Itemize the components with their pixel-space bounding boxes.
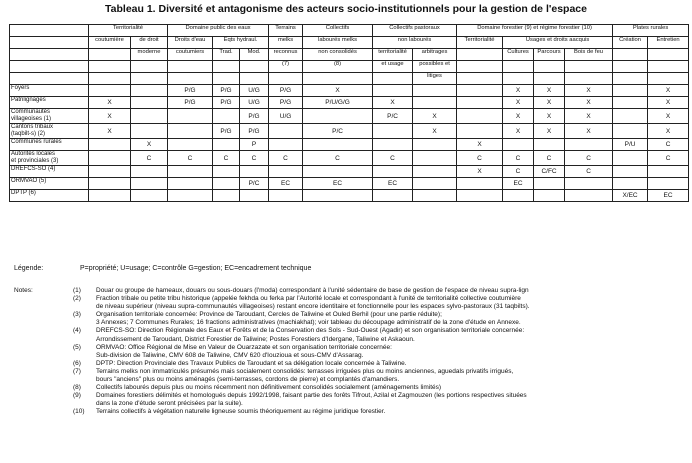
note-line: Terrains melks non immatriculés présumés mais socialement consolidés: terrasses irriguées plus ou moins anciennes, aguedals privatifs irrigués, [96,367,514,375]
table-cell: P [240,139,269,151]
table-cell [303,166,373,178]
table-cell: X [534,97,565,109]
notes-list [14,287,684,417]
table-cell [131,124,168,139]
header-non-consolides: non consolidés [303,49,373,61]
table-cell: C [503,166,534,178]
table-cell: P/G [269,97,303,109]
note-item [14,392,684,408]
table-cell [213,139,240,151]
table-cell: P/G [213,85,240,97]
table-cell [457,190,503,202]
table-cell: P/G [213,97,240,109]
table-cell [303,139,373,151]
header-row-2 [10,37,689,49]
table-cell [269,166,303,178]
table-cell: U/G [240,85,269,97]
header-row-5 [10,73,689,85]
table-cell [457,109,503,124]
table-row [10,124,689,139]
table-cell [303,109,373,124]
row-label-line: Foyers [11,85,30,91]
table-cell [613,124,648,139]
table-cell: X [89,97,131,109]
note-line: 3 Annexes; 7 Communes Rurales; 16 fractions administratives (machiakhat); voir tableau du découpage administratif de la zone d'étude en Annexe. [96,319,521,327]
table-cell [373,139,413,151]
table-cell [413,166,457,178]
header-non-consolides-num: (8) [303,61,373,73]
note-number: (10) [73,408,85,416]
header-litiges: litiges [413,73,457,85]
table-cell [131,85,168,97]
header-moderne: moderne [131,49,168,61]
table-cell [168,124,213,139]
row-label-line: ORMVAO (5) [11,178,47,184]
table-cell: X [648,85,689,97]
row-label-line: Cantons tribaux [11,124,54,130]
table-cell [89,178,131,190]
header-territorialite-usage: territorialité [373,49,413,61]
table-cell: EC [373,178,413,190]
table-cell: C [534,151,565,166]
note-number: (9) [73,392,81,400]
header-terrains: Terrains [269,25,303,37]
table-row [10,97,689,109]
table-cell: EC [303,178,373,190]
legend-label: Légende: [14,265,44,272]
table-cell [213,190,240,202]
table-cell: X [503,97,534,109]
table-cell [534,190,565,202]
table-cell: C [269,151,303,166]
table-cell [168,178,213,190]
table-cell [269,139,303,151]
table-cell [457,124,503,139]
note-line: Terrains collectifs à végétation naturelle ligneuse soumis théoriquement au régime juridique forestier. [96,408,386,416]
header-plates-rurales: Plates rurales [613,25,689,37]
table-cell [413,178,457,190]
table-cell [131,190,168,202]
table-cell: X [503,85,534,97]
table-cell [613,178,648,190]
table-cell: P/C [303,124,373,139]
notes-label: Notes: [14,287,33,294]
table-cell: C [565,151,613,166]
legend-text: P=propriété; U=usage; C=contrôle G=gestion; EC=encadrement technique [80,265,312,272]
row-label [10,151,89,166]
note-line: DPTP: Direction Provinciale des Travaux Publics de Taroudant et sa délégation locale concernée à Taliwine. [96,359,407,367]
header-creation: Création [613,37,648,49]
page-title: Tableau 1. Diversité et antagonisme des acteurs socio-institutionnels pour la gestion de l'espace [105,3,587,15]
header-melks: melks [269,37,303,49]
note-item [14,368,684,384]
note-line: Sub-division de Taliwine, CMV 608 de Taliwine, CMV 620 d'Iouzioua et sous-CMV d'Assarag. [96,351,364,359]
row-label-line: DREFCS-SO (4) [11,166,56,172]
table-cell [413,85,457,97]
table-cell [503,190,534,202]
note-number: (5) [73,343,81,351]
header-possibles: possibles et [413,61,457,73]
table-cell [457,85,503,97]
table-cell [648,166,689,178]
table-cell: X [131,139,168,151]
table-cell: C [373,151,413,166]
table-cell [503,139,534,151]
table-cell [457,97,503,109]
table-cell [413,139,457,151]
note-number: (6) [73,359,81,367]
table-cell [89,151,131,166]
note-line: DREFCS-SO: Direction Régionale des Eaux et Forêts et de la Conservation des Sols - Sud-Ouest (Agadir) et son organisation territoriale concernée: [96,327,525,335]
table-row [10,151,689,166]
row-label [10,97,89,109]
note-line: Fraction tribale ou petite tribu historique (appelée fekhda ou ferka par l'Autorité locale et correspondant à l'unité de territorialité collective coutumière [96,295,521,303]
table-cell [413,190,457,202]
note-number: (8) [73,384,81,392]
table-cell [131,166,168,178]
header-coutumiers: coutumiers [168,49,213,61]
header-collectifs-labours: Collectifs [303,25,373,37]
table-cell: EC [648,190,689,202]
table-cell: X [457,139,503,151]
table-cell: C [131,151,168,166]
note-item [14,311,684,327]
table-cell: X [503,124,534,139]
note-number: (2) [73,295,81,303]
table-cell [240,166,269,178]
table-cell [565,178,613,190]
table-cell: X [565,85,613,97]
table-cell: P/G [168,85,213,97]
table-cell: C [565,166,613,178]
table-cell: P/G [269,85,303,97]
table-cell: P/C [240,178,269,190]
table-cell [413,97,457,109]
note-line: Douar ou groupe de hameaux, douars ou sous-douars (l'moda) correspondant à l'unité sédentaire de base de gestion de l'espace de niveau supra-lign [96,287,529,294]
table-cell: X [457,166,503,178]
table-cell: C [168,151,213,166]
note-item [14,295,684,311]
table-cell: X [648,109,689,124]
table-cell [168,109,213,124]
row-label-line: Communes rurales [11,139,62,145]
table-cell: C [240,151,269,166]
table-cell: X [89,124,131,139]
note-item [14,287,684,295]
header-bois-feu: Bois de feu [565,49,613,61]
table-cell [565,190,613,202]
notes [14,287,684,417]
table-cell: C/FC [534,166,565,178]
header-cultures: Cultures [503,49,534,61]
header-parcours: Parcours [534,49,565,61]
header-arbitrages: arbitrages [413,49,457,61]
table-cell: C [648,139,689,151]
note-line: Arrondissement de Taroudant, District Forestier de Taliwine; Postes Forestiers d'Idergane, Taliwine et Askaoun. [96,335,415,343]
table-cell: P/G [213,124,240,139]
row-label [10,85,89,97]
note-item [14,384,684,392]
table-cell [373,190,413,202]
note-line: dans la zone d'étude seront précisées par la suite). [96,400,243,408]
table-cell: X [648,124,689,139]
table-cell [457,178,503,190]
table-cell [213,178,240,190]
table-cell [89,166,131,178]
note-line: Domaines forestiers délimités et homologués depuis 1992/1998, faisant partie des forêts Tifrout, Azilal et Zagmouzen (les portions respectives situées [96,392,527,400]
table-cell: X [648,97,689,109]
header-non-labours: non labourés [373,37,457,49]
table-cell [373,166,413,178]
table-cell [303,190,373,202]
table-cell: P/U/G/G [303,97,373,109]
note-item [14,344,684,360]
table-cell: P/G [240,109,269,124]
table-cell: X [565,124,613,139]
note-line: ORMVAO: Office Régional de Mise en Valeur de Ouarzazate et son organisation territoriale concernée: [96,343,392,351]
table-cell [613,85,648,97]
table-cell [89,85,131,97]
table-cell: C [213,151,240,166]
note-line: Organisation territoriale concernée: Province de Taroudant, Cercles de Taliwine et Ouled Berhil (pour une partie réduite); [96,311,442,319]
table-cell [373,124,413,139]
table-cell: U/G [240,97,269,109]
table-cell: U/G [269,109,303,124]
header-reconnus: reconnus [269,49,303,61]
row-label-line: Patrilignages [11,97,46,103]
row-label-line: (taqbilt-s) (2) [11,131,46,137]
row-label-line: et provinciales (3) [11,158,59,164]
table-cell: EC [503,178,534,190]
table-cell [89,190,131,202]
header-collectifs-pastoraux: Collectifs pastoraux [373,25,457,37]
table-cell [131,109,168,124]
table-cell: X [303,85,373,97]
table-cell: X [503,109,534,124]
table-cell: X [565,109,613,124]
header-droits-eau: Droits d'eau [168,37,213,49]
row-label [10,124,89,139]
note-line: de niveau supérieur (niveau supra-communautés villageoises) restant encore identitaire et fonctionnelle pour les espaces sylvo-pastoraux (31 taqbilts). [96,303,530,311]
table-row [10,139,689,151]
note-number: (3) [73,311,81,319]
table-cell [131,178,168,190]
header-territorialite: Territorialité [89,25,168,37]
corner-cell [10,25,89,37]
table-cell [213,166,240,178]
table-cell: X [413,109,457,124]
header-territorialite-forest: Territorialité [457,37,503,49]
note-number: (1) [73,287,81,294]
header-entretien: Entretien [648,37,689,49]
table-cell [213,109,240,124]
table-cell [269,124,303,139]
table-cell: P/G [168,97,213,109]
header-labours-melks: labourés melks [303,37,373,49]
note-item [14,360,684,368]
table-cell [534,178,565,190]
header-row-4 [10,61,689,73]
table-cell: X [89,109,131,124]
table-cell [613,166,648,178]
table-cell [373,85,413,97]
row-label-line: Autorités locales [11,151,56,157]
table-cell: X/EC [613,190,648,202]
table-row [10,190,689,202]
table-cell [613,97,648,109]
table-cell [413,151,457,166]
table-cell: X [373,97,413,109]
table-cell [534,139,565,151]
table-cell: C [503,151,534,166]
table-cell: C [457,151,503,166]
note-line: bours "anciens" plus ou moins aménagés (semi-terrasses, cordons de pierre) et complantés d'amandiers. [96,376,400,384]
row-label [10,139,89,151]
table-cell [168,166,213,178]
header-trad: Trad. [213,49,240,61]
table-cell: P/U [613,139,648,151]
table-row [10,109,689,124]
table-row [10,178,689,190]
table-cell: EC [269,178,303,190]
row-label-line: villageoises (1) [11,116,52,122]
table-cell [269,190,303,202]
table-cell: C [303,151,373,166]
table-cell [168,190,213,202]
header-row-3 [10,49,689,61]
table-cell: C [648,151,689,166]
header-eqts-hydraul: Eqts hydraul. [213,37,269,49]
table-cell: X [534,85,565,97]
header-row-1 [10,25,689,37]
row-label [10,166,89,178]
table-cell [240,190,269,202]
header-mod: Mod. [240,49,269,61]
table-cell [613,109,648,124]
note-number: (4) [73,327,81,335]
header-domaine-public: Domaine public des eaux [168,25,269,37]
note-line: Collectifs labourés depuis plus ou moins récemment non définitivement consolidés socialement (aménagements limités) [96,384,442,392]
header-usages-droits: Usages et droits aacquis [503,37,613,49]
table-cell [613,151,648,166]
table-cell: X [534,124,565,139]
header-coutumiere: coutumière [89,37,131,49]
table-cell: X [534,109,565,124]
table-cell [168,139,213,151]
header-et-usage: et usage [373,61,413,73]
actors-table [9,24,689,202]
table-cell [648,178,689,190]
table-row [10,85,689,97]
table-cell: X [565,97,613,109]
row-label [10,178,89,190]
row-label-line: Communautés [11,109,51,115]
note-number: (7) [73,367,81,375]
row-label [10,109,89,124]
table-cell: X [413,124,457,139]
header-reconnus-num: (7) [269,61,303,73]
table-cell [565,139,613,151]
header-de-droit: de droit [131,37,168,49]
row-label [10,190,89,202]
note-item [14,408,684,416]
note-item [14,327,684,343]
table-cell: P/G [240,124,269,139]
table-cell: P/C [373,109,413,124]
table-cell [89,139,131,151]
header-domaine-forestier: Domaine forestier (9) et régime forestier (10) [457,25,613,37]
row-label-line: DPTP (6) [11,190,36,196]
table-cell [131,97,168,109]
table-row [10,166,689,178]
